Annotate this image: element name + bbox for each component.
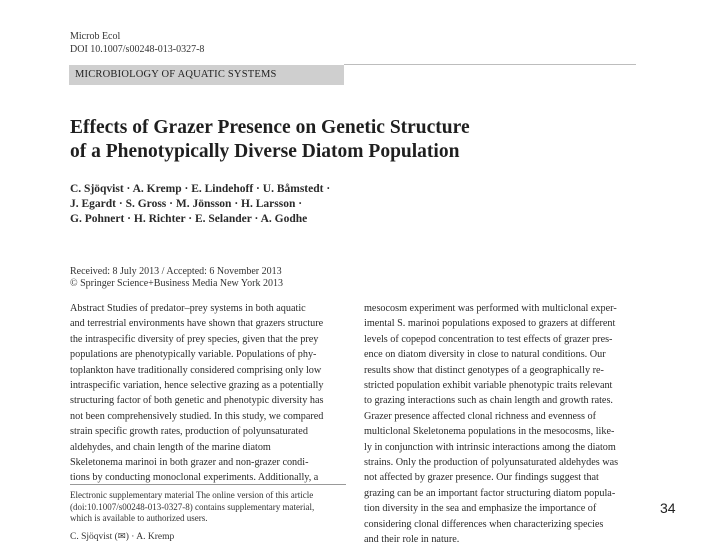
abstract-line: ence on diatom diversity in close to natural conditions. Our xyxy=(364,349,606,361)
abstract-line: and their role in nature. xyxy=(364,534,460,546)
authors-line-3: G. Pohnert · H. Richter · E. Selander · A. Godhe xyxy=(70,213,308,225)
paper-title xyxy=(70,116,630,164)
header-rule xyxy=(344,64,636,65)
abstract-line: structuring factor of both genetic and phenotypic diversity has xyxy=(70,395,324,407)
journal-doi: DOI 10.1007/s00248-013-0327-8 xyxy=(70,44,205,55)
footnote-rule xyxy=(70,484,346,485)
abstract-line: results show that distinct genotypes of a geographically re- xyxy=(364,364,604,376)
abstract-line: imental S. marinoi populations exposed to grazers at different xyxy=(364,318,616,330)
abstract-line: levels of copepod concentration to test effects of grazer pres- xyxy=(364,333,613,345)
correspondence-line: C. Sjöqvist (✉) · A. Kremp xyxy=(70,532,175,542)
slide-page-number: 34 xyxy=(660,500,676,516)
abstract-line: multiclonal Skeletonema populations in the mesocosms, like- xyxy=(364,426,615,438)
abstract-line: and terrestrial environments have shown that grazers structure xyxy=(70,318,324,330)
received-accepted: Received: 8 July 2013 / Accepted: 6 November 2013 xyxy=(70,266,282,277)
abstract-line: tion diversity in the sea and emphasize the importance of xyxy=(364,503,597,515)
author-list xyxy=(70,182,630,227)
abstract-line: grazing can be an important factor structuring diatom popula- xyxy=(364,487,616,499)
abstract-line: Grazer presence affected clonal richness and evenness of xyxy=(364,410,597,422)
journal-header xyxy=(70,30,204,56)
abstract-line: mesocosm experiment was performed with multiclonal exper- xyxy=(364,303,617,314)
abstract-line: considering clonal differences when characterizing species xyxy=(364,518,604,530)
footnote-line-3: which is available to authorized users. xyxy=(70,513,208,523)
abstract-line: not affected by grazer presence. Our findings suggest that xyxy=(364,472,599,484)
abstract-line: intraspecific variation, hence selective grazing as a potentially xyxy=(70,380,324,392)
abstract-line: the intraspecific diversity of prey species, given that the prey xyxy=(70,333,319,345)
abstract-line: strains. Only the production of polyunsaturated aldehydes was xyxy=(364,457,619,469)
abstract-left-column xyxy=(70,301,346,486)
abstract-line: strain specific growth rates, production of polyunsaturated xyxy=(70,426,308,438)
abstract-line: Abstract Studies of predator–prey systems in both aquatic xyxy=(70,303,306,314)
abstract-line: stricted population exhibit variable phenotypic traits relevant xyxy=(364,380,613,392)
journal-name: Microb Ecol xyxy=(70,31,121,42)
footnote-line-2: (doi:10.1007/s00248-013-0327-8) contains supplementary material, xyxy=(70,501,315,512)
title-line-2: of a Phenotypically Diverse Diatom Population xyxy=(70,141,460,162)
abstract-line: ly in conjunction with intrinsic interactions among the diatom xyxy=(364,441,616,453)
abstract-line: not been comprehensively studied. In this study, we compared xyxy=(70,410,324,422)
abstract-line: populations are phenotypically variable. Populations of phy- xyxy=(70,349,317,361)
abstract-line: Skeletonema marinoi in both grazer and non-grazer condi- xyxy=(70,457,309,469)
publication-dates xyxy=(70,266,283,290)
abstract-line: toplankton have traditionally considered comprising only low xyxy=(70,364,322,376)
copyright: © Springer Science+Business Media New York 2013 xyxy=(70,278,283,289)
footnote-line-1: Electronic supplementary material The online version of this article xyxy=(70,490,314,500)
title-line-1: Effects of Grazer Presence on Genetic Structure xyxy=(70,117,470,138)
abstract-line: aldehydes, and chain length of the marine diatom xyxy=(70,441,271,453)
abstract-right-column xyxy=(364,301,640,548)
abstract-line: tions by conducting monoclonal experiments. Additionally, a xyxy=(70,472,319,484)
section-label: MICROBIOLOGY OF AQUATIC SYSTEMS xyxy=(69,65,344,85)
abstract-line: to grazing interactions such as chain length and growth rates. xyxy=(364,395,613,407)
authors-line-2: J. Egardt · S. Gross · M. Jönsson · H. Larsson · xyxy=(70,198,303,210)
authors-line-1: C. Sjöqvist · A. Kremp · E. Lindehoff · U. Båmstedt · xyxy=(70,183,331,195)
supplementary-footnote xyxy=(70,490,350,525)
